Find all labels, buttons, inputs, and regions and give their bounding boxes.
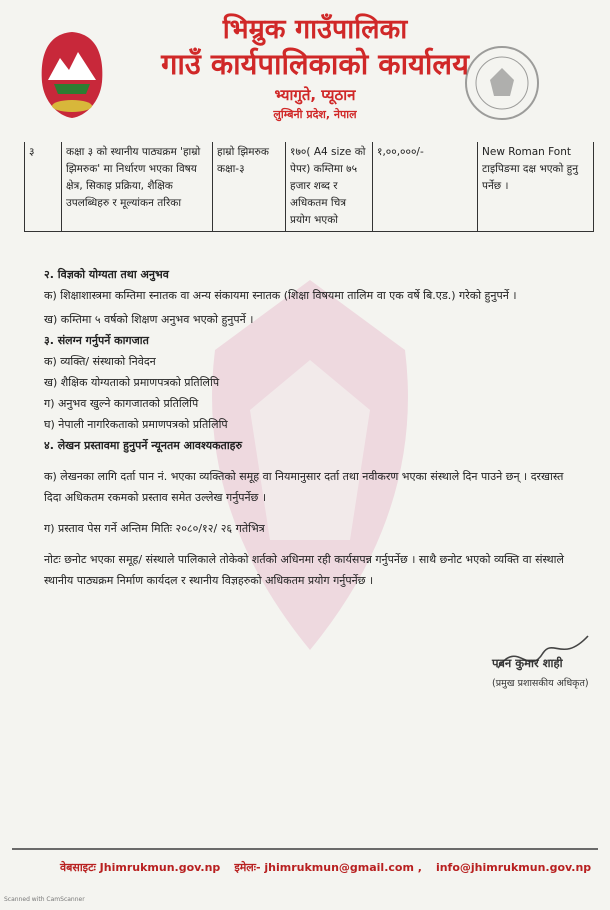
list-item: ख) कम्तिमा ५ वर्षको शिक्षण अनुभव भएको हुनुपर्ने । — [44, 313, 254, 326]
signatory-title: (प्रमुख प्रशासकीय अधिकृत) — [492, 678, 589, 689]
list-item: ग) प्रस्ताव पेस गर्ने अन्तिम मितिः २०८०/१२/ २६ गतेभित्र — [44, 522, 265, 535]
cell-sn: ३ — [25, 142, 62, 232]
cell-amount: १,००,०००/- — [373, 142, 478, 232]
cell-pages: १७०( A4 size को पेपर) कम्तिमा ७५ हजार शब्द र अधिकतम चित्र प्रयोग भएको — [286, 142, 373, 232]
letterhead — [150, 14, 480, 124]
table-row — [25, 142, 594, 232]
note-paragraph: नोटः छनोट भएका समूह/ संस्थाले पालिकाले तोकेको शर्तको अधिनमा रही कार्यसपन्न गर्नुपर्नेछ । साथै छनोट भएको व्यक्ति वा संस्थाले स्थानीय पाठ्यक्रम निर्माण कार्यदल र स्थानीय विज्ञहरुको अधिकतम प्रयोग गर्नुपर्नेछ । — [44, 553, 564, 587]
section-heading: ४. लेखन प्रस्तावमा हुनुपर्ने न्यूनतम आवश्यकताहरु — [44, 439, 243, 452]
spec-table — [24, 142, 594, 232]
footer-contacts — [60, 860, 591, 875]
cell-topic: कक्षा ३ को स्थानीय पाठ्यक्रम 'हाम्रो झिमरुक' मा निर्धारण भएका विषय क्षेत्र, सिकाइ प्रक्रिया, शैक्षिक उपलब्धिहरु र मूल्यांकन तरिका — [62, 142, 213, 232]
scanner-watermark: Scanned with CamScanner — [4, 896, 85, 903]
province-line: लुम्बिनी प्रदेश, नेपाल — [273, 108, 357, 121]
cell-remarks: New Roman Font टाइपिङमा दक्ष भएको हुनु पर्नेछ । — [478, 142, 594, 232]
list-item: ग) अनुभव खुल्ने कागजातको प्रतिलिपि — [44, 397, 199, 410]
cell-book: हाम्रो झिमरुक कक्षा-३ — [213, 142, 286, 232]
list-item: घ) नेपाली नागरिकताको प्रमाणपत्रको प्रतिलिपि — [44, 418, 228, 431]
nepal-emblem-icon — [36, 28, 108, 120]
list-item: क) लेखनका लागि दर्ता पान नं. भएका व्यक्तिको समूह वा नियमानुसार दर्ता तथा नवीकरण भएका संस्थाले दिन पाउने छन् । दरखास्त दिदा अधिकतम रकमको प्रस्ताव समेत उल्लेख गर्नुपर्नेछ । — [44, 470, 564, 504]
footer-email-gmail: इमेलः- jhimrukmun@gmail.com , — [234, 861, 422, 874]
list-item: ख) शैक्षिक योग्यताको प्रमाणपत्रको प्रतिलिपि — [44, 376, 220, 389]
footer-divider — [12, 848, 598, 850]
signatory-name: पवन कुमार शाही — [492, 656, 563, 670]
section-heading: २. विज्ञको योग्यता तथा अनुभव — [44, 268, 169, 281]
document-body — [44, 264, 574, 591]
footer-website: वेबसाइटः Jhimrukmun.gov.np — [60, 861, 221, 874]
list-item: क) व्यक्ति/ संस्थाको निवेदन — [44, 355, 156, 368]
office-name: गाउँ कार्यपालिकाको कार्यालय — [161, 47, 469, 81]
office-stamp-icon — [462, 40, 542, 126]
org-name: भिम्रुक गाउँपालिका — [222, 14, 408, 45]
section-heading: ३. संलग्न गर्नुपर्ने कागजात — [44, 334, 149, 347]
footer-email-info: info@jhimrukmun.gov.np — [435, 861, 592, 874]
office-location: भ्यागुते, प्यूठान — [274, 86, 356, 104]
list-item: क) शिक्षाशास्त्रमा कम्तिमा स्नातक वा अन्य संकायमा स्नातक (शिक्षा विषयमा तालिम वा एक वर्षे बि.एड.) गरेको हुनुपर्ने । — [44, 289, 517, 302]
